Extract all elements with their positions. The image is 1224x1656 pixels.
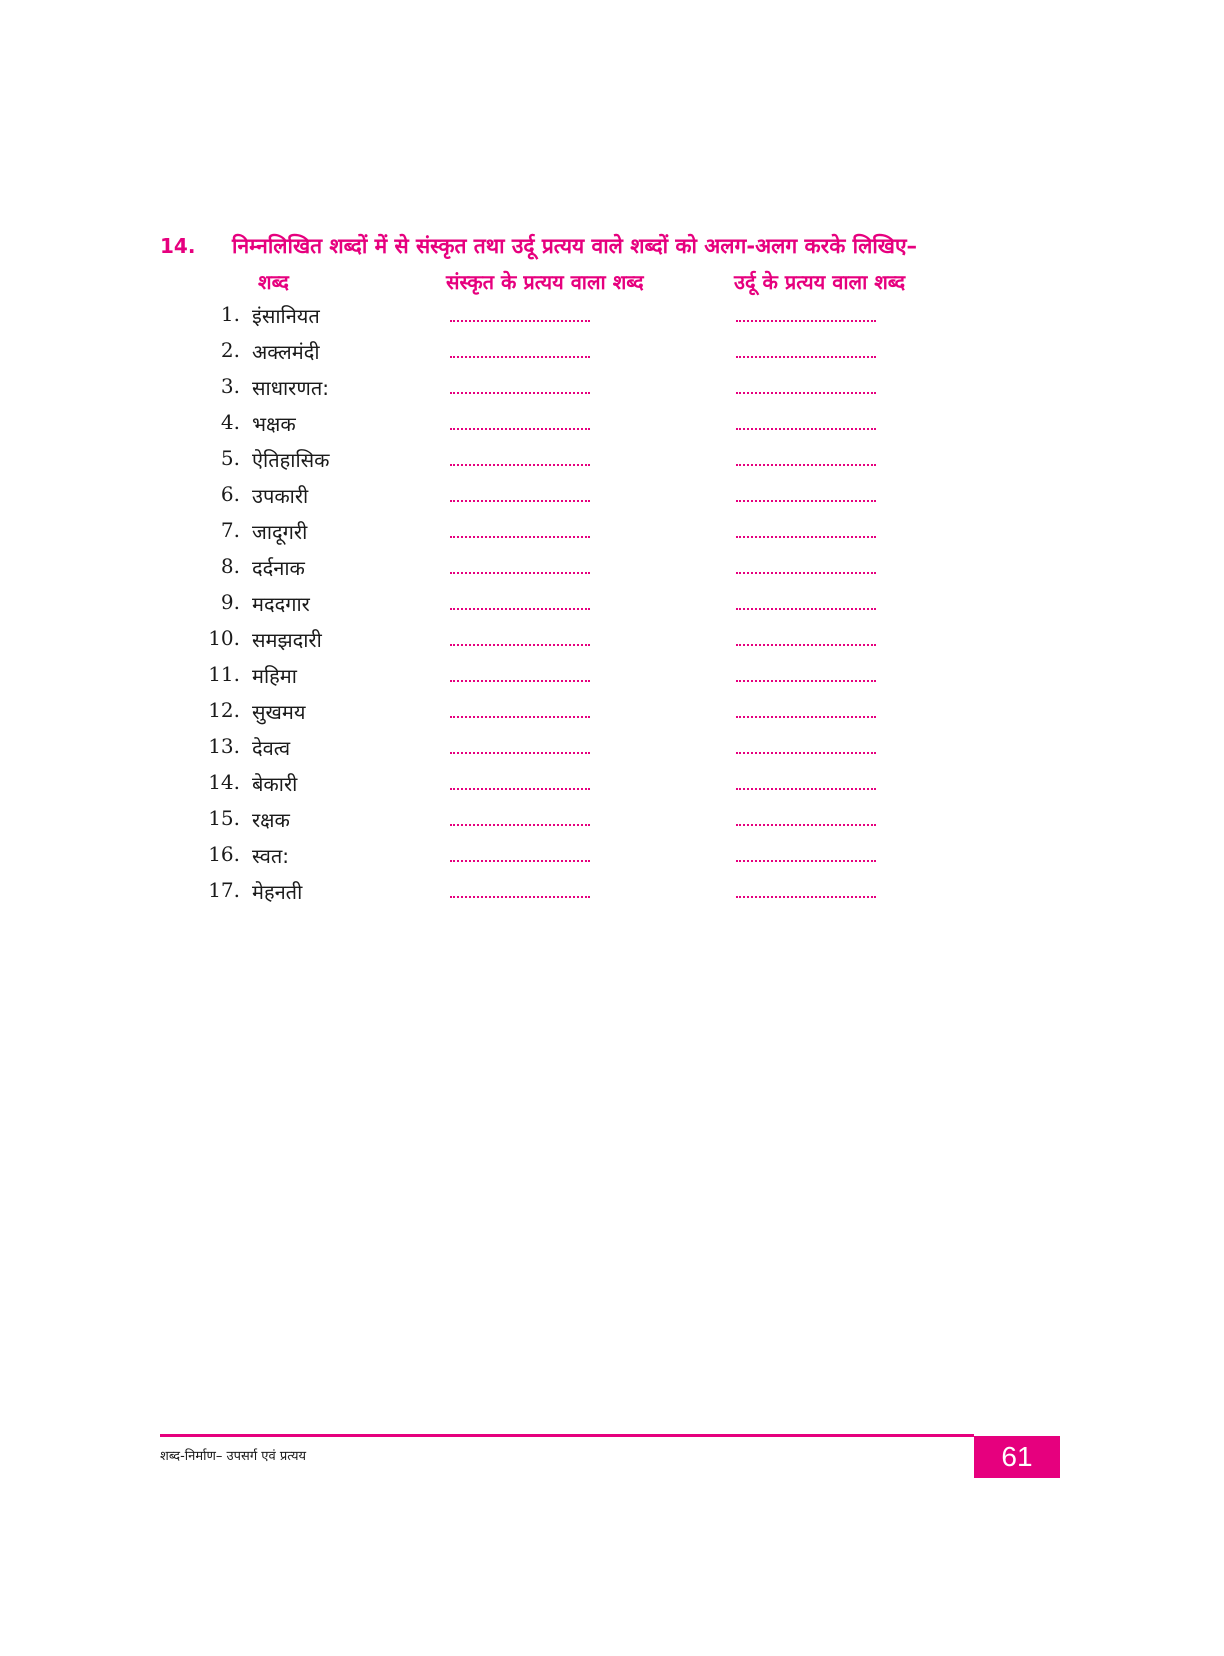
urdu-answer-blank[interactable] bbox=[736, 846, 876, 862]
item-number: 7. bbox=[220, 518, 240, 542]
list-item bbox=[200, 410, 900, 446]
item-number: 17. bbox=[208, 878, 240, 902]
item-number: 9. bbox=[220, 590, 240, 614]
list-item bbox=[200, 626, 900, 662]
list-item bbox=[200, 806, 900, 842]
item-number: 12. bbox=[208, 698, 240, 722]
item-word: सुखमय bbox=[252, 700, 306, 724]
sanskrit-answer-blank[interactable] bbox=[450, 738, 590, 754]
column-header-word: शब्द bbox=[258, 270, 289, 294]
item-word: मेहनती bbox=[252, 880, 303, 904]
sanskrit-answer-blank[interactable] bbox=[450, 558, 590, 574]
item-number: 3. bbox=[220, 374, 240, 398]
urdu-answer-blank[interactable] bbox=[736, 558, 876, 574]
item-number: 16. bbox=[208, 842, 240, 866]
item-word: दर्दनाक bbox=[252, 556, 305, 580]
item-word: उपकारी bbox=[252, 484, 309, 508]
sanskrit-answer-blank[interactable] bbox=[450, 378, 590, 394]
list-item bbox=[200, 662, 900, 698]
item-number: 2. bbox=[220, 338, 240, 362]
item-word: समझदारी bbox=[252, 628, 322, 652]
sanskrit-answer-blank[interactable] bbox=[450, 450, 590, 466]
urdu-answer-blank[interactable] bbox=[736, 342, 876, 358]
sanskrit-answer-blank[interactable] bbox=[450, 594, 590, 610]
footer-chapter-title: शब्द-निर्माण– उपसर्ग एवं प्रत्यय bbox=[160, 1449, 307, 1464]
column-header-sanskrit: संस्कृत के प्रत्यय वाला शब्द bbox=[446, 270, 644, 294]
item-word: देवत्व bbox=[252, 736, 291, 760]
list-item bbox=[200, 374, 900, 410]
list-item bbox=[200, 842, 900, 878]
question-number: 14. bbox=[160, 234, 196, 258]
list-item bbox=[200, 734, 900, 770]
sanskrit-answer-blank[interactable] bbox=[450, 522, 590, 538]
urdu-answer-blank[interactable] bbox=[736, 594, 876, 610]
sanskrit-answer-blank[interactable] bbox=[450, 342, 590, 358]
item-word: इंसानियत bbox=[252, 304, 320, 328]
urdu-answer-blank[interactable] bbox=[736, 486, 876, 502]
item-word: अक्लमंदी bbox=[252, 340, 320, 364]
list-item bbox=[200, 554, 900, 590]
item-number: 1. bbox=[220, 302, 240, 326]
list-item bbox=[200, 878, 900, 914]
urdu-answer-blank[interactable] bbox=[736, 774, 876, 790]
item-word: मददगार bbox=[252, 592, 310, 616]
urdu-answer-blank[interactable] bbox=[736, 882, 876, 898]
list-item bbox=[200, 446, 900, 482]
sanskrit-answer-blank[interactable] bbox=[450, 810, 590, 826]
urdu-answer-blank[interactable] bbox=[736, 810, 876, 826]
question bbox=[160, 232, 1060, 260]
item-number: 10. bbox=[208, 626, 240, 650]
item-number: 15. bbox=[208, 806, 240, 830]
item-word: महिमा bbox=[252, 664, 297, 688]
item-word: ऐतिहासिक bbox=[252, 448, 330, 472]
list-item bbox=[200, 338, 900, 374]
list-item bbox=[200, 770, 900, 806]
column-header-urdu: उर्दू के प्रत्यय वाला शब्द bbox=[734, 270, 906, 294]
sanskrit-answer-blank[interactable] bbox=[450, 774, 590, 790]
item-number: 6. bbox=[220, 482, 240, 506]
urdu-answer-blank[interactable] bbox=[736, 630, 876, 646]
urdu-answer-blank[interactable] bbox=[736, 702, 876, 718]
sanskrit-answer-blank[interactable] bbox=[450, 630, 590, 646]
urdu-answer-blank[interactable] bbox=[736, 378, 876, 394]
sanskrit-answer-blank[interactable] bbox=[450, 306, 590, 322]
sanskrit-answer-blank[interactable] bbox=[450, 882, 590, 898]
list-item bbox=[200, 302, 900, 338]
item-word: भक्षक bbox=[252, 412, 296, 436]
footer-divider bbox=[160, 1434, 974, 1437]
urdu-answer-blank[interactable] bbox=[736, 450, 876, 466]
question-text: निम्नलिखित शब्दों में से संस्कृत तथा उर्दू प्रत्यय वाले शब्दों को अलग-अलग करके लिखिए– bbox=[232, 234, 918, 258]
urdu-answer-blank[interactable] bbox=[736, 306, 876, 322]
item-number: 11. bbox=[208, 662, 240, 686]
item-number: 8. bbox=[220, 554, 240, 578]
list-item bbox=[200, 482, 900, 518]
list-item bbox=[200, 518, 900, 554]
item-word: स्वत: bbox=[252, 844, 290, 868]
item-word: रक्षक bbox=[252, 808, 290, 832]
item-word: साधारणत: bbox=[252, 376, 329, 400]
sanskrit-answer-blank[interactable] bbox=[450, 414, 590, 430]
sanskrit-answer-blank[interactable] bbox=[450, 666, 590, 682]
list-item bbox=[200, 590, 900, 626]
item-word: बेकारी bbox=[252, 772, 298, 796]
word-list bbox=[200, 302, 900, 914]
item-number: 4. bbox=[220, 410, 240, 434]
sanskrit-answer-blank[interactable] bbox=[450, 846, 590, 862]
item-number: 14. bbox=[208, 770, 240, 794]
urdu-answer-blank[interactable] bbox=[736, 522, 876, 538]
sanskrit-answer-blank[interactable] bbox=[450, 702, 590, 718]
list-item bbox=[200, 698, 900, 734]
sanskrit-answer-blank[interactable] bbox=[450, 486, 590, 502]
item-number: 5. bbox=[220, 446, 240, 470]
item-number: 13. bbox=[208, 734, 240, 758]
urdu-answer-blank[interactable] bbox=[736, 414, 876, 430]
urdu-answer-blank[interactable] bbox=[736, 738, 876, 754]
urdu-answer-blank[interactable] bbox=[736, 666, 876, 682]
item-word: जादूगरी bbox=[252, 520, 308, 544]
page-number: 61 bbox=[974, 1436, 1060, 1478]
